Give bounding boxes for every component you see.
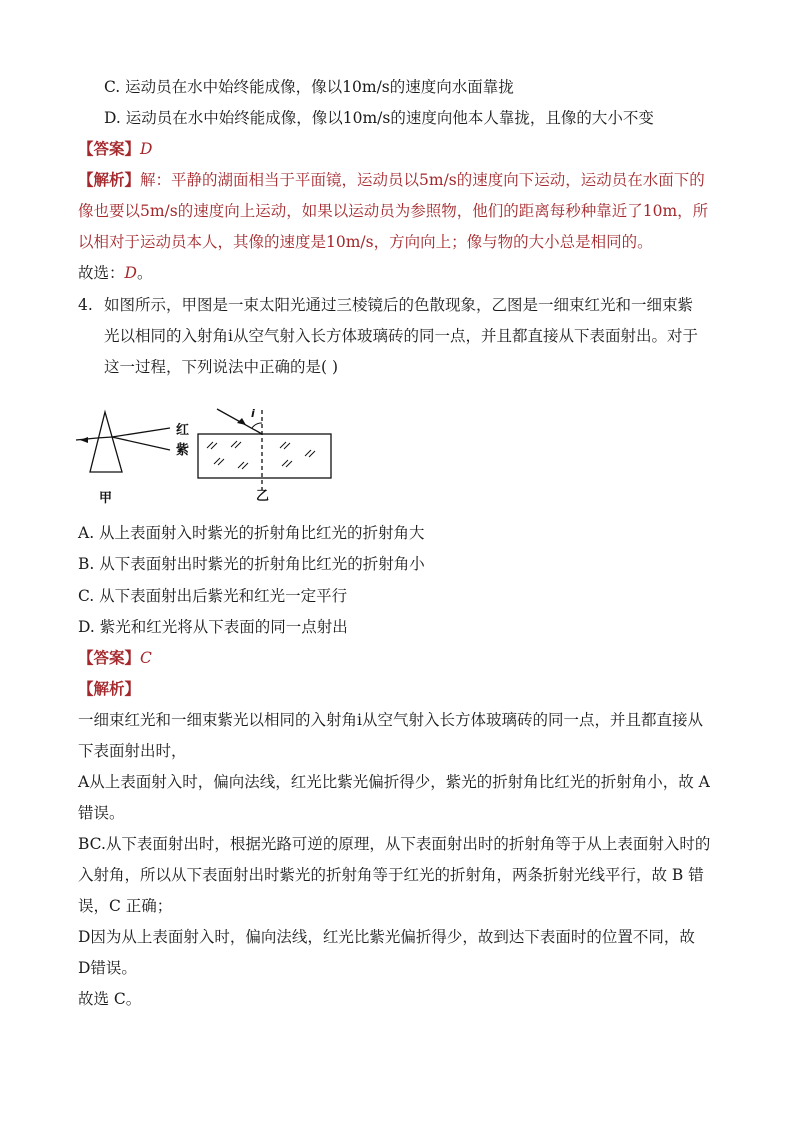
q4-analysis-line-7: 误，C 正确； bbox=[78, 897, 173, 915]
glass-brick-diagram bbox=[198, 409, 331, 490]
q3-analysis-line-2: 像也要以5m/s的速度向上运动，如果以运动员为参照物，他们的距离每秒种靠近了10m，所 bbox=[78, 202, 709, 220]
jia-label: 甲 bbox=[99, 491, 113, 506]
conclusion-prefix: 故选： bbox=[78, 264, 125, 282]
q4-analysis-line-8: D因为从上表面射入时，偏向法线，红光比紫光偏折得少，故到达下表面时的位置不同，故 bbox=[78, 928, 695, 946]
answer-label: 【答案】 bbox=[78, 139, 141, 158]
q4-analysis-line-9: D错误。 bbox=[78, 959, 137, 977]
q4-number: 4. bbox=[78, 296, 93, 314]
q4-option-c: C. 从下表面射出后紫光和红光一定平行 bbox=[78, 587, 348, 605]
q3-answer bbox=[78, 139, 152, 159]
prism-diagram bbox=[76, 412, 170, 472]
answer-value: C bbox=[140, 649, 152, 667]
q4-option-b: B. 从下表面射出时紫光的折射角比红光的折射角小 bbox=[78, 555, 425, 573]
q3-option-c: C. 运动员在水中始终能成像，像以10m/s的速度向水面靠拢 bbox=[104, 78, 514, 96]
incidence-angle-label: i bbox=[251, 407, 255, 420]
yi-label: 乙 bbox=[256, 489, 270, 504]
q4-analysis-line-2: 下表面射出时， bbox=[78, 742, 187, 760]
analysis-text: 解：平静的湖面相当于平面镜，运动员以5m/s的速度向下运动，运动员在水面下的 bbox=[140, 171, 705, 189]
q4-stem-line-3: 这一过程，下列说法中正确的是( ) bbox=[104, 358, 339, 376]
violet-light-label: 紫 bbox=[176, 443, 190, 458]
q3-analysis-line-3: 以相对于运动员本人，其像的速度是10m/s，方向向上；像与物的大小总是相同的。 bbox=[78, 233, 653, 251]
q4-option-d: D. 紫光和红光将从下表面的同一点射出 bbox=[78, 618, 348, 636]
analysis-label: 【解析】 bbox=[78, 170, 141, 189]
q3-analysis-line-1 bbox=[78, 170, 705, 190]
conclusion-suffix: 。 bbox=[136, 264, 153, 282]
q4-analysis-line-5: BC.从下表面射出时，根据光路可逆的原理，从下表面射出时的折射角等于从上表面射入时的 bbox=[78, 835, 711, 853]
q4-analysis-label: 【解析】 bbox=[78, 679, 141, 698]
q4-answer bbox=[78, 648, 152, 668]
answer-value: D bbox=[140, 140, 153, 158]
q3-conclusion bbox=[78, 263, 152, 283]
q4-figure bbox=[72, 400, 342, 510]
conclusion-value: D bbox=[124, 264, 137, 282]
q3-option-d: D. 运动员在水中始终能成像，像以10m/s的速度向他本人靠拢，且像的大小不变 bbox=[104, 109, 654, 127]
answer-label: 【答案】 bbox=[78, 648, 141, 667]
q4-stem-line-2: 光以相同的入射角i从空气射入长方体玻璃砖的同一点，并且都直接从下表面射出。对于 bbox=[104, 327, 698, 345]
q4-analysis-line-1: 一细束红光和一细束紫光以相同的入射角i从空气射入长方体玻璃砖的同一点，并且都直接从 bbox=[78, 711, 703, 729]
q4-option-a: A. 从上表面射入时紫光的折射角比红光的折射角大 bbox=[78, 524, 425, 542]
q4-analysis-line-4: 错误。 bbox=[78, 804, 125, 822]
q4-analysis-line-3: A从上表面射入时，偏向法线，红光比紫光偏折得少，紫光的折射角比红光的折射角小，故 A bbox=[78, 773, 710, 791]
q4-analysis-line-10: 故选 C。 bbox=[78, 990, 142, 1008]
q4-analysis-line-6: 入射角，所以从下表面射出时紫光的折射角等于红光的折射角，两条折射光线平行，故 B 错 bbox=[78, 866, 704, 884]
red-light-label: 红 bbox=[176, 423, 190, 438]
q4-stem-line-1: 如图所示，甲图是一束太阳光通过三棱镜后的色散现象，乙图是一细束红光和一细束紫 bbox=[104, 296, 694, 314]
